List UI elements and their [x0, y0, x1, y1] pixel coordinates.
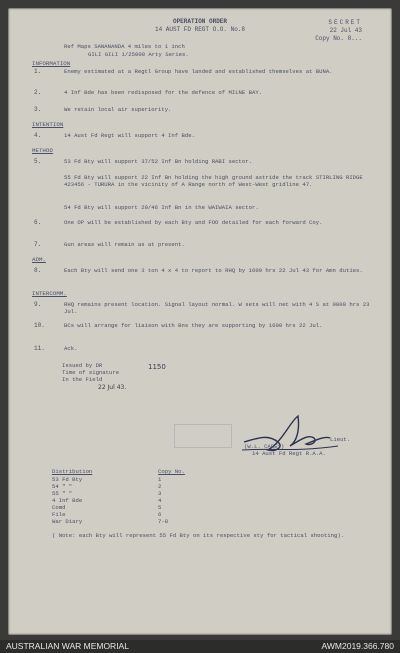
distribution-row: Comd: [52, 504, 66, 511]
distribution-heading: Distribution: [52, 468, 93, 475]
copy-heading: Copy No.: [158, 468, 185, 475]
para-number: 4.: [34, 132, 42, 139]
accession-number: AWM2019.366.780: [321, 641, 394, 651]
distribution-row: War Diary: [52, 518, 83, 525]
para-text: Enemy estimated at a Regtl Group have landed and established themselves at BUNA.: [64, 68, 333, 75]
issue-date: 22 Jul 43.: [98, 384, 127, 391]
distribution-row: File: [52, 511, 66, 518]
distribution-row: 53 Fd Bty: [52, 476, 83, 483]
section-adm: ADM.: [32, 256, 46, 263]
copy-no: 1: [158, 476, 162, 483]
para-number: 6.: [34, 219, 42, 226]
footnote: ( Note: each Bty will represent 55 Fd Bty on its respective sty for tactical shooting).: [52, 532, 345, 539]
ref-maps-2: GILI GILI 1/25000 Arty Series.: [88, 51, 189, 58]
para-text: 14 Aust Fd Regt will support 4 Inf Bde.: [64, 132, 195, 139]
para-number: 8.: [34, 267, 42, 274]
copy-no: 7-8: [158, 518, 169, 525]
ref-maps: Ref Maps SANANANDA 4 miles to 1 inch: [64, 43, 185, 50]
issue-time-label: Time of signature: [62, 369, 120, 376]
para-text: One OP will be established by each Bty and FOO detailed for each forward Coy.: [64, 219, 323, 226]
copy-no: 4: [158, 497, 162, 504]
section-intercomm: INTERCOMM.: [32, 290, 67, 297]
para-text: Gun areas will remain as at present.: [64, 241, 185, 248]
issue-place: In the Field: [62, 376, 103, 383]
doc-subtitle: 14 AUST FD REGT O.O. No.8: [154, 26, 245, 33]
para-number: 2.: [34, 89, 42, 96]
section-information: INFORMATION: [32, 60, 71, 67]
para-number: 11.: [34, 345, 45, 352]
section-intention: INTENTION: [32, 121, 64, 128]
distribution-row: 55 " ": [52, 490, 73, 497]
distribution-row: 4 Inf Bde: [52, 497, 83, 504]
copy-no: 6: [158, 511, 162, 518]
para-text: BCs will arrange for liaison with Bns they are supporting by 1600 hrs 22 Jul.: [64, 322, 323, 329]
para-number: 7.: [34, 241, 42, 248]
para-text: 55 Fd Bty will support 22 Inf Bn holding the high ground astride the track STIRLING RIDGE 423456 - TURURA in the vicinity of A Range north of West-West gridline 47.: [64, 174, 363, 189]
document-sheet: [8, 8, 392, 635]
signatory-rank: Lieut.: [330, 436, 351, 443]
para-text: 54 Fd Bty will support 29/46 Inf Bn in the WAIWAIA sector.: [64, 204, 259, 211]
para-number: 10.: [34, 322, 45, 329]
para-text: RHQ remains present location. Signal layout normal. W sets will net with 4 S at 0800 hrs 23 Jul.: [64, 301, 370, 316]
archive-footer: [0, 640, 400, 653]
para-text: 53 Fd Bty will support 37/52 Inf Bn holding RABI sector.: [64, 158, 252, 165]
signature-time: 1150: [148, 363, 166, 371]
para-text: Ack.: [64, 345, 78, 352]
doc-title: OPERATION ORDER: [172, 18, 227, 25]
copy-no: 3: [158, 490, 162, 497]
classification: SECRET: [328, 19, 362, 26]
section-method: METHOD: [32, 147, 53, 154]
faint-stamp: [174, 424, 232, 448]
copy-no: 5: [158, 504, 162, 511]
para-text: 4 Inf Bde has been redisposed for the defence of MILNE BAY.: [64, 89, 263, 96]
para-number: 5.: [34, 158, 42, 165]
distribution-row: 54 " ": [52, 483, 73, 490]
signatory-name: (W.L. CAREY): [244, 443, 285, 450]
signatory-unit: 14 Aust Fd Regt R.A.A.: [252, 450, 326, 457]
copy-no: 2: [158, 483, 162, 490]
doc-date: 22 Jul 43: [329, 27, 362, 34]
para-number: 1.: [34, 68, 42, 75]
para-number: 9.: [34, 301, 42, 308]
para-number: 3.: [34, 106, 42, 113]
para-text: We retain local air superiority.: [64, 106, 172, 113]
archive-name: AUSTRALIAN WAR MEMORIAL: [6, 641, 129, 651]
copy-number: Copy No. 8...: [315, 35, 362, 42]
para-text: Each Bty will send one 3 ton 4 x 4 to report to RHQ by 1600 hrs 22 Jul 43 for Amn duties.: [64, 267, 363, 274]
issue-line: Issued by DR: [62, 362, 103, 369]
